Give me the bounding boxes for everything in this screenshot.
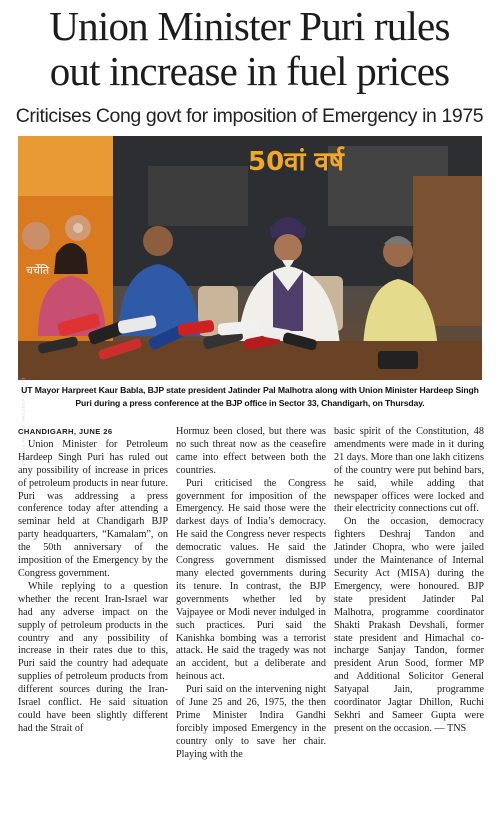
article-paragraph: Puri said on the intervening night of June 25 and 26, 1975, the then Prime Minister Indira Gandhi forcibly imposed Emergency in the country only to save her chair. Playing with the	[176, 684, 326, 760]
article-paragraph: Puri criticised the Congress government for imposition of the Emergency. He said those were the darkest days of India’s democracy. He said the Congress never respects democratic values. He said the Congress government dismissed many elected governments during its tenure. In contrast, the BJP governments whether led by Vajpayee or Modi never indulged in such practices. Puri said the Kanishka bombing was a terrorist attack. He said the tragedy was not an accident, but a deliberate and heinous act.	[176, 477, 326, 683]
article-column-3	[334, 426, 484, 736]
photo-caption: UT Mayor Harpreet Kaur Babla, BJP state president Jatinder Pal Malhotra along with Union Minister Hardeep Singh Puri during a press conference at the BJP office in Sector 33, Chandigarh, on Thursday.	[21, 385, 479, 408]
poster-side-text: चर्चेति	[26, 264, 50, 277]
dateline: CHANDIGARH, JUNE 26	[18, 427, 113, 436]
headline	[0, 4, 499, 94]
headline-line-1: Union Minister Puri rules	[49, 3, 450, 49]
article-paragraph: Union Minister for Petroleum Hardeep Singh Puri has ruled out any possibility of increase in prices of petroleum products in near future. Puri was addressing a press conference today after attending a seminar held at Chandigarh BJP party headquarters, “Kamalam”, on the 50th anniversary of the imposition of the Emergency by the Congress government.	[18, 438, 168, 579]
article-column-1	[18, 426, 168, 736]
person-union-minister	[274, 234, 302, 262]
photo-illustration	[18, 136, 482, 380]
article-paragraph: While replying to a question whether the recent Iran-Israel war had any adverse impact on the supply of petroleum products in the country and any possibility of increase in their rates due to this, Puri said the country had adequate supplies of petroleum products from different sources during the Iran-Israel conflict. He said situation could have been slightly different had the Strait of	[18, 580, 168, 734]
photo-credit: TRIBUNE PHOTO: PRADEEP TEWARI	[21, 377, 26, 466]
person-state-president	[143, 226, 173, 256]
article-column-2	[176, 426, 326, 762]
poster-portrait	[22, 222, 50, 250]
article-paragraph: On the occasion, democracy fighters Deshraj Tandon and Jatinder Chopra, who were jailed under the Maintenance of Internal Security Act (MISA) during the Emergency, were honoured. BJP state president Jatinder Pal Malhotra, programme coordinator Shakti Prakash Devshali, former state president and Himachal co-incharge Sanjay Tandon, former president Arun Sood, former MP and Additional Solicitor General Satyapal Jain, programme coordinator Jagtar Dhillon, Ruchi Sekhri and Sameer Gupta were present on the occasion. — TNS	[334, 516, 484, 734]
banner-text: 50वां वर्ष	[248, 147, 344, 177]
recorder-device	[378, 351, 418, 369]
article-paragraph: basic spirit of the Constitution, 48 amendments were made in it during 21 days. More than one lakh citizens of the country were put behind bars, he said, while adding that newspaper offices were locked and their electricity connections cut off.	[334, 426, 484, 515]
article-paragraph: Hormuz been closed, but there was no such threat now as the ceasefire came into effect between both the countries.	[176, 426, 326, 476]
subheadline: Criticises Cong govt for imposition of Emergency in 1975	[15, 105, 484, 127]
headline-line-2: out increase in fuel prices	[49, 48, 450, 94]
